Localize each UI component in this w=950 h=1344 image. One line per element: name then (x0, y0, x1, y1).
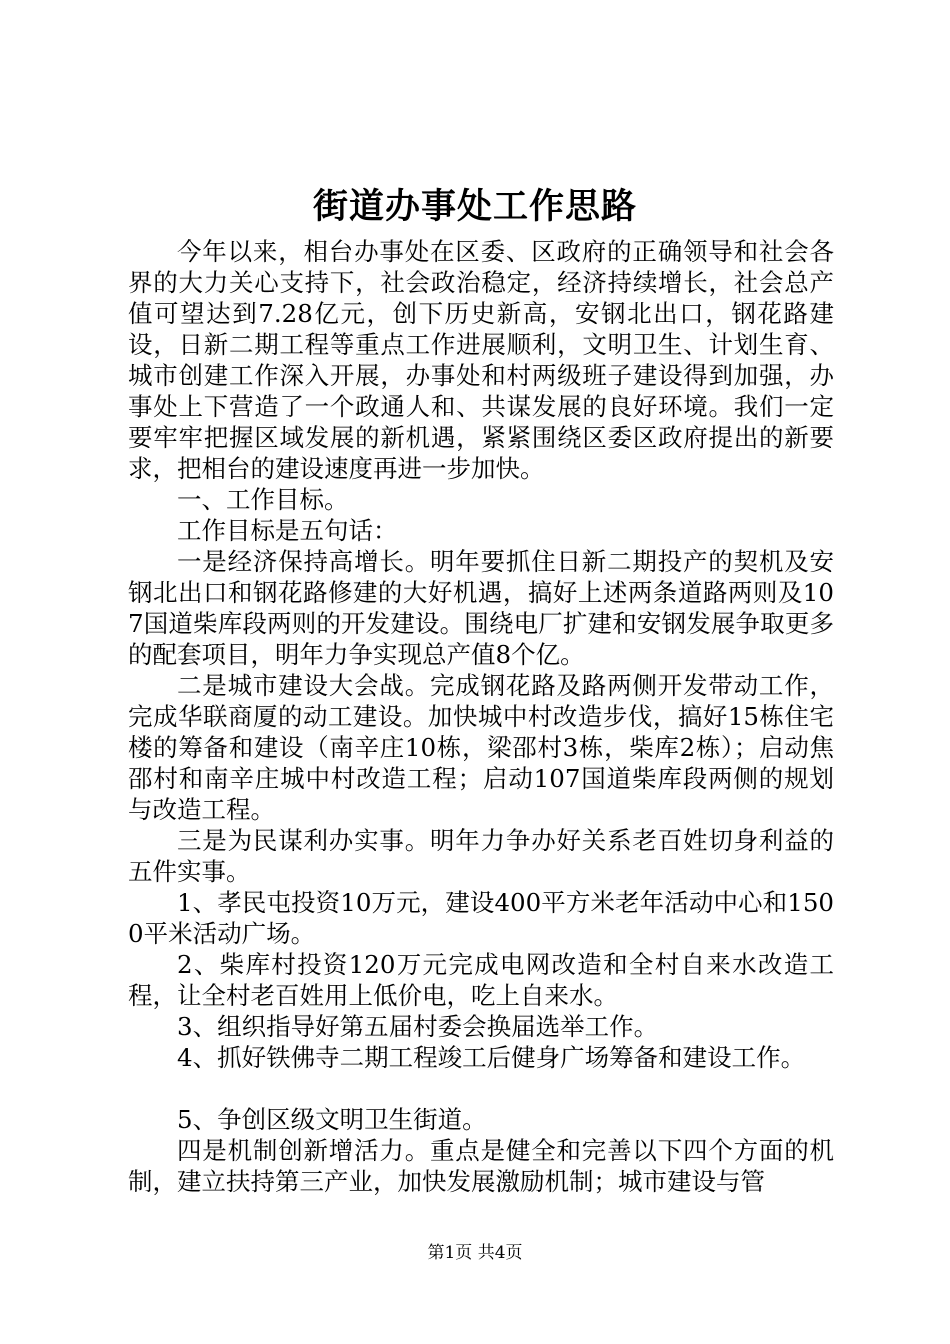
paragraph-goal-people: 三是为民谋利办实事。明年力争办好关系老百姓切身利益的五件实事。 (128, 826, 834, 886)
paragraph-item-5: 5、争创区级文明卫生街道。 (177, 1105, 487, 1134)
paragraph-heading-goals: 一、工作目标。 (177, 485, 349, 514)
paragraph-item-2: 2、柴库村投资120万元完成电网改造和全村自来水改造工程，让全村老百姓用上低价电，吃上自来水。 (128, 950, 834, 1010)
page-footer: 第1页 共4页 (427, 1243, 523, 1263)
paragraph-goal-mechanism: 四是机制创新增活力。重点是健全和完善以下四个方面的机制，建立扶持第三产业，加快发展激励机制；城市建设与管 (128, 1136, 834, 1196)
paragraph-goals-lead: 工作目标是五句话： (177, 516, 398, 545)
paragraph-intro: 今年以来，相台办事处在区委、区政府的正确领导和社会各界的大力关心支持下，社会政治稳定，经济持续增长，社会总产值可望达到7.28亿元，创下历史新高，安钢北出口，钢花路建设，日新二期工程等重点工作进展顺利，文明卫生、计划生育、城市创建工作深入开展，办事处和村两级班子建设得到加强，办事处上下营造了一个政通人和、共谋发展的良好环境。我们一定要牢牢把握区域发展的新机遇，紧紧围绕区委区政府提出的新要求，把相台的建设速度再进一步加快。 (128, 237, 834, 483)
paragraph-item-4: 4、抓好铁佛寺二期工程竣工后健身广场筹备和建设工作。 (177, 1043, 806, 1072)
paragraph-goal-construction: 二是城市建设大会战。完成钢花路及路两侧开发带动工作，完成华联商厦的动工建设。加快城中村改造步伐，搞好15栋住宅楼的筹备和建设（南辛庄10栋，梁邵村3栋，柴库2栋）；启动焦邵村和南辛庄城中村改造工程；启动107国道柴库段两侧的规划与改造工程。 (128, 671, 834, 824)
paragraph-item-1: 1、孝民屯投资10万元，建设400平方米老年活动中心和1500平米活动广场。 (128, 888, 834, 948)
document-body (128, 236, 834, 1197)
document-title: 街道办事处工作思路 (312, 186, 637, 227)
paragraph-goal-economy: 一是经济保持高增长。明年要抓住日新二期投产的契机及安钢北出口和钢花路修建的大好机遇，搞好上述两条道路两则及107国道柴库段两则的开发建设。围绕电厂扩建和安钢发展争取更多的配套项目，明年力争实现总产值8个亿。 (128, 547, 834, 669)
paragraph-item-3: 3、组织指导好第五届村委会换届选举工作。 (177, 1012, 659, 1041)
